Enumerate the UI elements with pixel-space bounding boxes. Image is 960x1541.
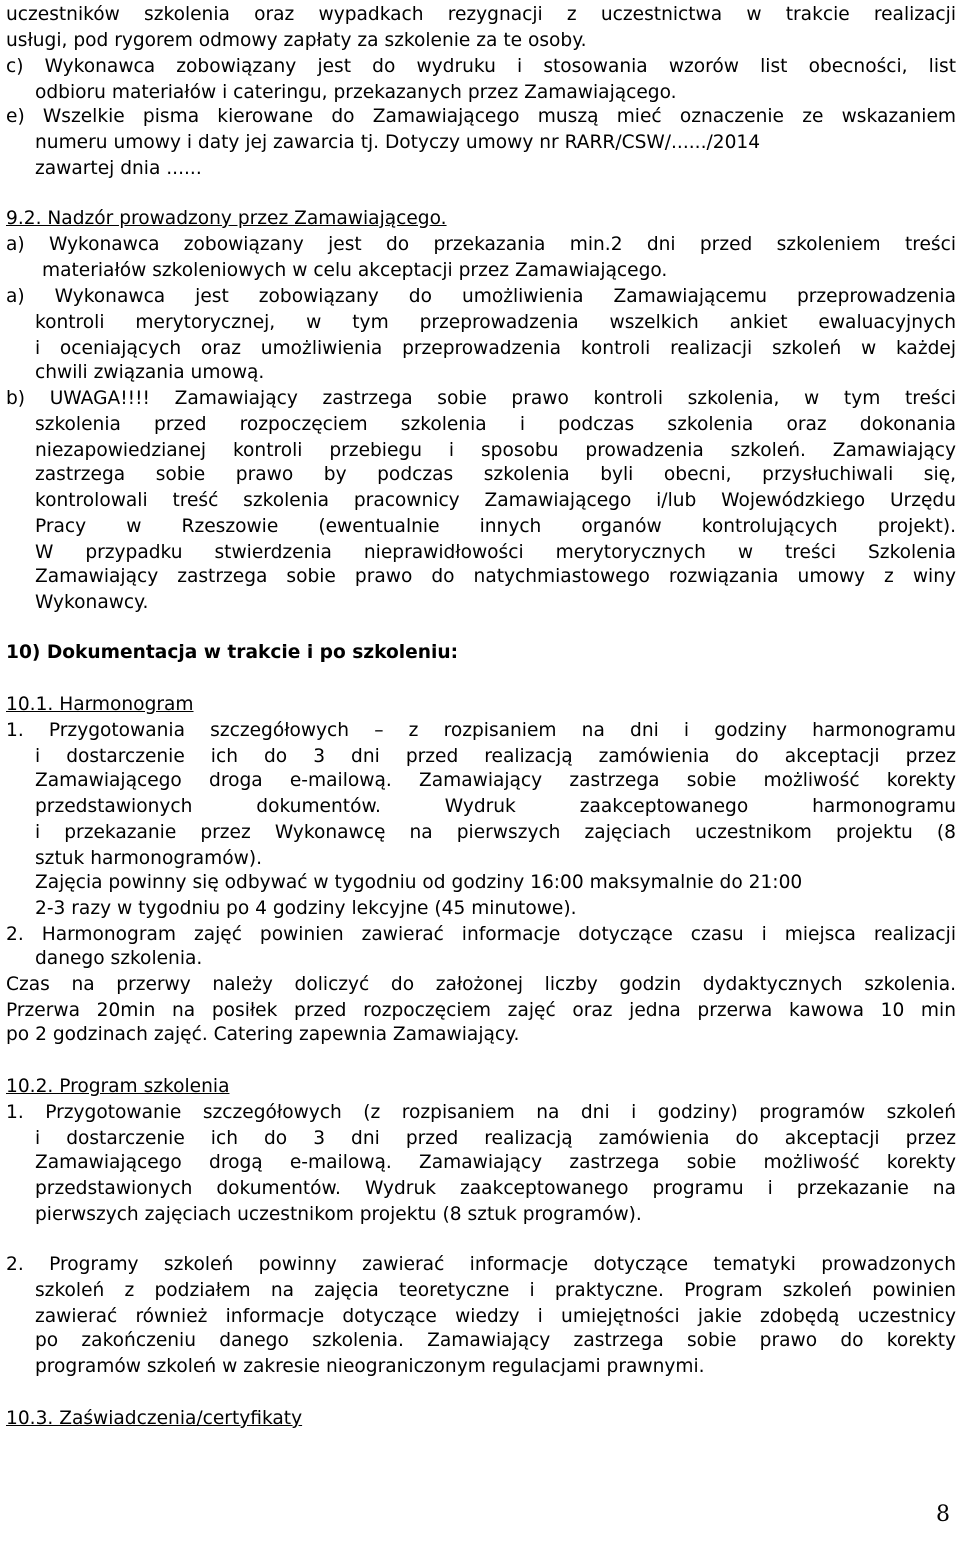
text-line: i dostarczenie ich do 3 dni przed realizacją zamówienia do akceptacji przez xyxy=(35,1128,956,1149)
text-line: szkolenia przed rozpoczęciem szkolenia i podczas szkolenia oraz dokonania xyxy=(35,414,956,435)
text-line: i dostarczenie ich do 3 dni przed realizacją zamówienia do akceptacji przez xyxy=(35,746,956,767)
text-line: c) Wykonawca zobowiązany jest do wydruku i stosowania wzorów list obecności, list xyxy=(6,56,956,77)
text-line: Zamawiającego drogą e-mailową. Zamawiający zastrzega sobie możliwość korekty xyxy=(35,1152,956,1173)
text-line: a) Wykonawca jest zobowiązany do umożliwienia Zamawiającemu przeprowadzenia xyxy=(6,286,956,307)
text-line: sztuk harmonogramów). xyxy=(35,848,263,869)
text-line: 2-3 razy w tygodniu po 4 godziny lekcyjne (45 minutowe). xyxy=(35,898,577,919)
page-number: 8 xyxy=(936,1502,950,1527)
text-line: 1. Przygotowania szczegółowych – z rozpisaniem na dni i godziny harmonogramu xyxy=(6,720,956,741)
text-line: usługi, pod rygorem odmowy zapłaty za szkolenie za te osoby. xyxy=(6,30,587,51)
text-line: 1. Przygotowanie szczegółowych (z rozpisaniem na dni i godziny) programów szkoleń xyxy=(6,1102,956,1123)
text-line: i oceniających oraz umożliwienia przeprowadzenia kontroli realizacji szkoleń w każdej xyxy=(35,338,956,359)
text-line: Zamawiającego droga e-mailową. Zamawiający zastrzega sobie możliwość korekty xyxy=(35,770,956,791)
text-line: danego szkolenia. xyxy=(35,948,203,969)
text-line: przedstawionych dokumentów. Wydruk zaakceptowanego programu i przekazanie na xyxy=(35,1178,956,1199)
text-line: W przypadku stwierdzenia nieprawidłowości merytorycznych w treści Szkolenia xyxy=(35,542,956,563)
text-line: niezapowiedzianej kontroli przebiegu i sposobu prowadzenia szkoleń. Zamawiający xyxy=(35,440,956,461)
text-line: Pracy w Rzeszowie (ewentualnie innych organów kontrolujących projekt). xyxy=(35,516,956,537)
text-line: zastrzega sobie prawo by podczas szkolenia byli obecni, przysłuchiwali się, xyxy=(35,464,956,485)
text-line: odbioru materiałów i cateringu, przekazanych przez Zamawiającego. xyxy=(35,82,677,103)
text-line: kontrolowali treść szkolenia pracownicy Zamawiającego i/lub Wojewódzkiego Urzędu xyxy=(35,490,956,511)
text-line: chwili związania umową. xyxy=(35,362,265,383)
text-line: Czas na przerwy należy doliczyć do założonej liczby godzin dydaktycznych szkolenia. xyxy=(6,974,956,995)
text-line: 10.1. Harmonogram xyxy=(6,694,194,715)
text-line: 2. Programy szkoleń powinny zawierać informacje dotyczące tematyki prowadzonych xyxy=(6,1254,956,1275)
text-line: 9.2. Nadzór prowadzony przez Zamawiającego. xyxy=(6,208,447,229)
text-line: po zakończeniu danego szkolenia. Zamawiający zastrzega sobie prawo do korekty xyxy=(35,1330,956,1351)
text-line: a) Wykonawca zobowiązany jest do przekazania min.2 dni przed szkoleniem treści xyxy=(6,234,956,255)
text-line: Przerwa 20min na posiłek przed rozpoczęciem zajęć oraz jedna przerwa kawowa 10 min xyxy=(6,1000,956,1021)
text-line: uczestników szkolenia oraz wypadkach rezygnacji z uczestnictwa w trakcie realizacji xyxy=(6,4,956,25)
text-line: i przekazanie przez Wykonawcę na pierwszych zajęciach uczestnikom projektu (8 xyxy=(35,822,956,843)
text-line: Zamawiający zastrzega sobie prawo do natychmiastowego rozwiązania umowy z winy xyxy=(35,566,956,587)
text-line: zawierać również informacje dotyczące wiedzy i umiejętności jakie zdobędą uczestnicy xyxy=(35,1306,956,1327)
text-line: numeru umowy i daty jej zawarcia tj. Dotyczy umowy nr RARR/CSW/....../2014 xyxy=(35,132,761,153)
text-line: po 2 godzinach zajęć. Catering zapewnia Zamawiający. xyxy=(6,1024,520,1045)
text-line: 2. Harmonogram zajęć powinien zawierać informacje dotyczące czasu i miejsca realizacji xyxy=(6,924,956,945)
text-line: przedstawionych dokumentów. Wydruk zaakceptowanego harmonogramu xyxy=(35,796,956,817)
text-line: kontroli merytorycznej, w tym przeprowadzenia wszelkich ankiet ewaluacyjnych xyxy=(35,312,956,333)
text-line: pierwszych zajęciach uczestnikom projektu (8 sztuk programów). xyxy=(35,1204,642,1225)
text-line: zawartej dnia ...... xyxy=(35,158,202,179)
text-line: Wykonawcy. xyxy=(35,592,149,613)
text-line: szkoleń z podziałem na zajęcia teoretyczne i praktyczne. Program szkoleń powinien xyxy=(35,1280,956,1301)
text-line: 10.3. Zaświadczenia/certyfikaty xyxy=(6,1408,303,1429)
text-line: Zajęcia powinny się odbywać w tygodniu od godziny 16:00 maksymalnie do 21:00 xyxy=(35,872,803,893)
text-line: e) Wszelkie pisma kierowane do Zamawiającego muszą mieć oznaczenie ze wskazaniem xyxy=(6,106,956,127)
text-line: materiałów szkoleniowych w celu akceptacji przez Zamawiającego. xyxy=(42,260,668,281)
text-line: 10.2. Program szkolenia xyxy=(6,1076,230,1097)
text-line: b) UWAGA!!!! Zamawiający zastrzega sobie prawo kontroli szkolenia, w tym treści xyxy=(6,388,956,409)
text-line: programów szkoleń w zakresie nieograniczonym regulacjami prawnymi. xyxy=(35,1356,705,1377)
text-line: 10) Dokumentacja w trakcie i po szkoleniu: xyxy=(6,642,459,663)
